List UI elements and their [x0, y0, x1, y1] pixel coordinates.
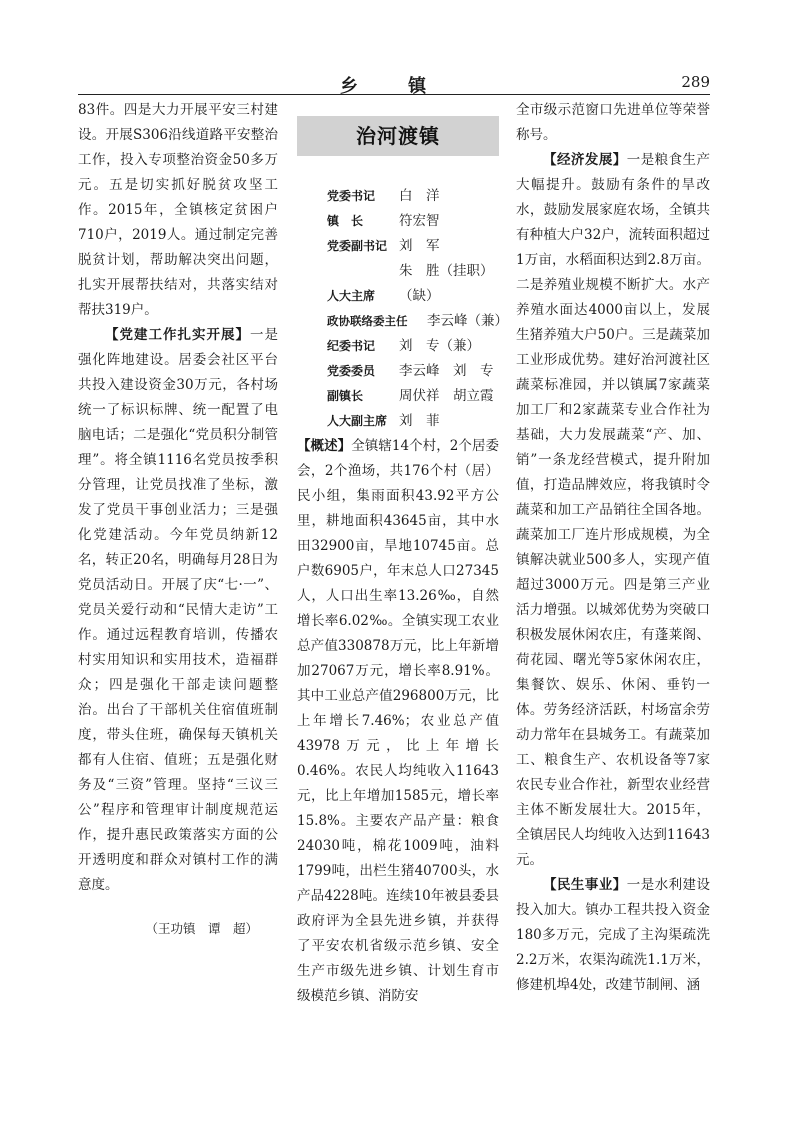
middle-column: [297, 98, 508, 1009]
paragraph: [516, 873, 710, 998]
leader-row: [327, 209, 499, 234]
author-credit: （王功镇 谭 超）: [145, 921, 258, 936]
leader-role: 人大副主席: [327, 414, 388, 428]
leader-row: [327, 334, 499, 359]
page-header: [78, 70, 710, 96]
leader-row: [327, 259, 499, 284]
leader-role: 党委委员: [327, 364, 376, 378]
leader-name: 白 洋: [399, 188, 440, 204]
leader-row: [327, 359, 499, 384]
leader-name: 符宏智: [399, 213, 440, 229]
right-column: [516, 98, 710, 998]
page-number: 289: [681, 73, 710, 91]
leader-role: 副镇长: [327, 389, 364, 403]
section-banner: [297, 116, 499, 156]
paragraph: [297, 434, 499, 1009]
leader-role: 党委副书记: [327, 239, 388, 253]
leader-row: [327, 409, 499, 434]
section-heading: 【经济发展】: [543, 152, 627, 168]
leader-row: [327, 384, 499, 409]
leader-name: 周伏祥 胡立霞: [399, 388, 494, 404]
leader-row: [327, 234, 499, 259]
paragraph: 全市级示范窗口先进单位等荣誉称号。: [516, 102, 710, 143]
section-heading: 【党建工作扎实开展】: [105, 327, 250, 343]
leader-name: （缺）: [399, 288, 440, 304]
section-heading: 【概述】: [297, 438, 352, 454]
leader-role: 党委书记: [327, 189, 376, 203]
leader-name: 刘 菲: [399, 413, 440, 429]
running-header-title: 乡 镇: [339, 76, 449, 97]
section-heading: 【民生事业】: [543, 877, 627, 893]
paragraph: [516, 148, 710, 873]
leader-name: 李云峰（兼）: [427, 313, 508, 329]
leader-name: 朱 胜（挂职）: [399, 263, 494, 279]
paragraph-body: 全镇辖14个村，2个居委会，2个渔场，共176个村（居）民小组，集雨面积43.92平方公里，耕地面积43645亩，其中水田32900亩，旱地10745亩。总户数6905户，年末总人口27345人，人口出生率13.26‰，自然增长率6.02‰。全镇实现工农业总产值330878万元，比上年新增加27067万元，增长率8.91%。其中工业总产值296800万元，比上年增长7.46%；农业总产值43978万元，比上年增长0.46%。农民人均纯收入11643元，比上年增加1585元，增长率15.8%。主要农产品产量：粮食24030吨，棉花1009吨，油料1799吨，出栏生猪40700头，水产品4228吨。连续10年被县委县政府评为全县先进乡镇，并获得了平安农机省级示范乡镇、安全生产市级先进乡镇、计划生育市级模范乡镇、消防安: [297, 438, 499, 1004]
left-column: [78, 98, 278, 941]
leader-role: 纪委书记: [327, 339, 376, 353]
paragraph-body: 一是强化阵地建设。居委会社区平台共投入建设资金30万元，各村场统一了标识标牌、统一配置了电脑电话；二是强化“党员积分制管理”。将全镇1116名党员按季积分管理，让党员找准了坐标，激发了党员干事创业活力；三是强化党建活动。今年党员纳新12名，转正20名，明确每月28日为党员活动日。开展了庆“七·一”、党员关爱行动和“民情大走访”工作。通过远程教育培训，传播农村实用知识和实用技术，造福群众；四是强化干部走读问题整治。出台了干部机关住宿值班制度，带头住班，确保每天镇机关都有人住宿、值班；五是强化财务及“三资”管理。坚持“三议三公”程序和管理审计制度规范运作，提升惠民政策落实方面的公开透明度和群众对镇村工作的满意度。: [78, 327, 278, 893]
paragraph-body: 一是水利建设投入加大。镇办工程共投入资金180多万元，完成了主沟渠疏洗2.2万米，农渠沟疏洗1.1万米，修建机埠4处，改建节制闸、涵: [516, 877, 711, 993]
paragraph-body: 一是粮食生产大幅提升。鼓励有条件的旱改水，鼓励发展家庭农场，全镇共有种植大户32户，流转面积超过1万亩，水稻面积达到2.8万亩。二是养殖业规模不断扩大。水产养殖水面达4000亩以上，发展生猪养殖大户50户。三是蔬菜加工业形成优势。建好治河渡社区蔬菜标准园，并以镇属7家蔬菜加工厂和2家蔬菜专业合作社为基础，大力发展蔬菜“产、加、销”一条龙经营模式，提升附加值，打造品牌效应，将我镇时令蔬菜和加工产品销往全国各地。蔬菜加工厂连片形成规模，为全镇解决就业500多人，实现产值超过3000万元。四是第三产业活力增强。以城郊优势为突破口积极发展休闲农庄，有蓬莱阁、荷花园、曙光等5家休闲农庄，集餐饮、娱乐、休闲、垂钓一体。劳务经济活跃，村场富余劳动力常年在县城务工。有蔬菜加工、粮食生产、农机设备等7家农民专业合作社，新型农业经营主体不断发展壮大。2015年，全镇居民人均纯收入达到11643元。: [516, 152, 711, 868]
leader-role: 人大主席: [327, 289, 376, 303]
paragraph: [78, 323, 278, 898]
leader-row: [327, 284, 499, 309]
leader-name: 李云峰 刘 专: [399, 363, 494, 379]
leader-row: [327, 184, 499, 209]
leader-name: 刘 专（兼）: [399, 338, 480, 354]
leader-name: 刘 军: [399, 238, 440, 254]
section-title: 治河渡镇: [356, 123, 440, 148]
leader-list: [297, 184, 508, 434]
header-rule: [78, 94, 710, 95]
paragraph: 83件。四是大力开展平安三村建设。开展S306沿线道路平安整治工作，投入专项整治资金50多万元。五是切实抓好脱贫攻坚工作。2015年，全镇核定贫困户710户，2019人。通过制定完善脱贫计划，帮助解决突出问题，扎实开展帮扶结对，共落实结对帮扶319户。: [78, 102, 278, 318]
leader-role: 镇 长: [327, 214, 364, 228]
leader-role: 政协联络委主任: [327, 314, 408, 328]
leader-row: [327, 309, 508, 334]
